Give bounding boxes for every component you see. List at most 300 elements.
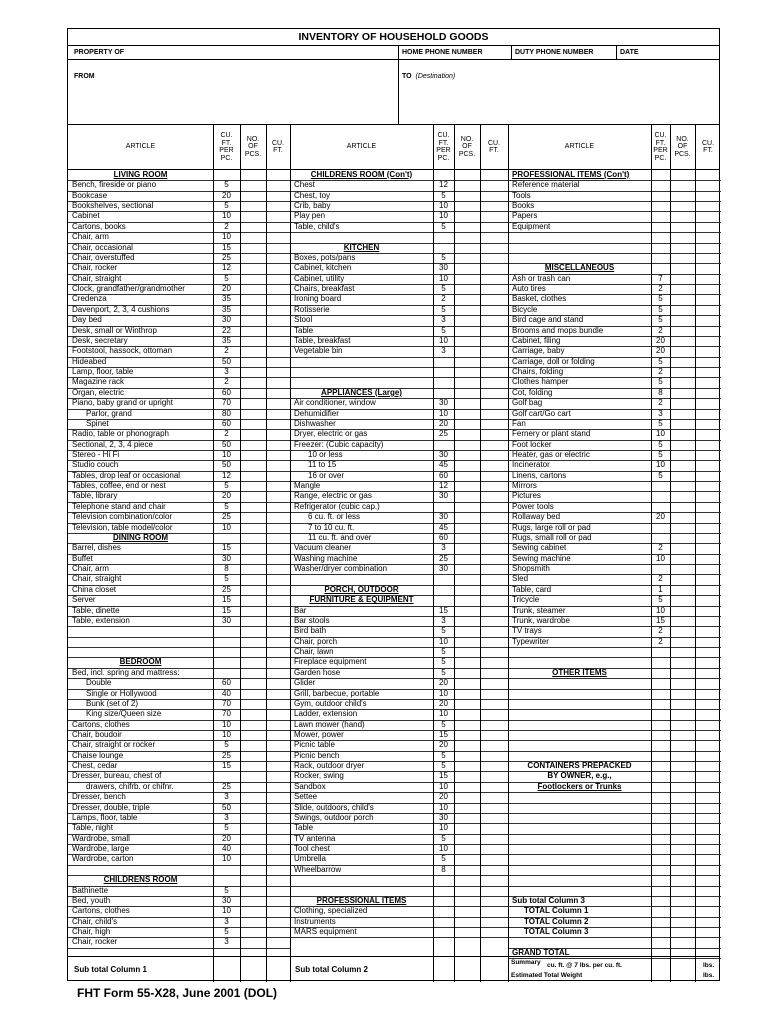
cuft-cell[interactable] <box>480 657 508 667</box>
no-of-pcs-cell[interactable] <box>670 782 695 792</box>
cuft-cell[interactable] <box>266 232 290 242</box>
no-of-pcs-cell[interactable] <box>670 191 695 201</box>
cuft-cell[interactable] <box>480 512 508 522</box>
no-of-pcs-cell[interactable] <box>670 896 695 906</box>
cuft-cell[interactable] <box>266 211 290 221</box>
cuft-cell[interactable] <box>695 730 721 740</box>
cuft-cell[interactable] <box>266 886 290 896</box>
cuft-cell[interactable] <box>480 854 508 864</box>
no-of-pcs-cell[interactable] <box>670 523 695 533</box>
no-of-pcs-cell[interactable] <box>454 429 480 439</box>
no-of-pcs-cell[interactable] <box>240 761 266 771</box>
cuft-cell[interactable] <box>695 761 721 771</box>
no-of-pcs-cell[interactable] <box>454 191 480 201</box>
cuft-cell[interactable] <box>480 574 508 584</box>
no-of-pcs-cell[interactable] <box>670 346 695 356</box>
no-of-pcs-cell[interactable] <box>454 315 480 325</box>
cuft-cell[interactable] <box>480 180 508 190</box>
cuft-cell[interactable] <box>695 813 721 823</box>
cuft-cell[interactable] <box>480 523 508 533</box>
cuft-cell[interactable] <box>266 460 290 470</box>
no-of-pcs-cell[interactable] <box>454 201 480 211</box>
to-field[interactable] <box>402 72 455 81</box>
cuft-cell[interactable] <box>695 678 721 688</box>
cuft-cell[interactable] <box>266 429 290 439</box>
cuft-cell[interactable] <box>266 689 290 699</box>
cuft-cell[interactable] <box>480 761 508 771</box>
cuft-cell[interactable] <box>480 637 508 647</box>
cuft-cell[interactable] <box>480 616 508 626</box>
no-of-pcs-cell[interactable] <box>670 440 695 450</box>
no-of-pcs-cell[interactable] <box>240 512 266 522</box>
cuft-cell[interactable] <box>695 574 721 584</box>
cuft-cell[interactable] <box>266 854 290 864</box>
cuft-cell[interactable] <box>695 543 721 553</box>
no-of-pcs-cell[interactable] <box>240 460 266 470</box>
cuft-cell[interactable] <box>695 886 721 896</box>
cuft-cell[interactable] <box>695 834 721 844</box>
cuft-cell[interactable] <box>266 346 290 356</box>
no-of-pcs-cell[interactable] <box>670 678 695 688</box>
no-of-pcs-cell[interactable] <box>670 564 695 574</box>
no-of-pcs-cell[interactable] <box>240 606 266 616</box>
no-of-pcs-cell[interactable] <box>240 616 266 626</box>
no-of-pcs-cell[interactable] <box>670 927 695 937</box>
no-of-pcs-cell[interactable] <box>240 844 266 854</box>
no-of-pcs-cell[interactable] <box>454 740 480 750</box>
cuft-cell[interactable] <box>266 823 290 833</box>
cuft-cell[interactable] <box>480 170 508 180</box>
no-of-pcs-cell[interactable] <box>454 574 480 584</box>
cuft-cell[interactable] <box>266 294 290 304</box>
cuft-cell[interactable] <box>695 471 721 481</box>
no-of-pcs-cell[interactable] <box>454 211 480 221</box>
no-of-pcs-cell[interactable] <box>670 419 695 429</box>
cuft-cell[interactable] <box>266 409 290 419</box>
cuft-cell[interactable] <box>480 740 508 750</box>
no-of-pcs-cell[interactable] <box>454 834 480 844</box>
no-of-pcs-cell[interactable] <box>240 222 266 232</box>
no-of-pcs-cell[interactable] <box>240 813 266 823</box>
cuft-cell[interactable] <box>480 440 508 450</box>
cuft-cell[interactable] <box>266 377 290 387</box>
cuft-cell[interactable] <box>266 481 290 491</box>
cuft-cell[interactable] <box>695 533 721 543</box>
no-of-pcs-cell[interactable] <box>670 751 695 761</box>
cuft-cell[interactable] <box>695 564 721 574</box>
no-of-pcs-cell[interactable] <box>454 170 480 180</box>
cuft-cell[interactable] <box>695 263 721 273</box>
home-phone-field[interactable]: HOME PHONE NUMBER <box>402 49 483 56</box>
no-of-pcs-cell[interactable] <box>670 409 695 419</box>
cuft-cell[interactable] <box>480 533 508 543</box>
cuft-cell[interactable] <box>480 917 508 927</box>
no-of-pcs-cell[interactable] <box>454 554 480 564</box>
cuft-cell[interactable] <box>695 720 721 730</box>
cuft-cell[interactable] <box>266 740 290 750</box>
no-of-pcs-cell[interactable] <box>670 637 695 647</box>
cuft-cell[interactable] <box>695 699 721 709</box>
no-of-pcs-cell[interactable] <box>240 626 266 636</box>
no-of-pcs-cell[interactable] <box>454 637 480 647</box>
no-of-pcs-cell[interactable] <box>670 305 695 315</box>
cuft-cell[interactable] <box>266 201 290 211</box>
no-of-pcs-cell[interactable] <box>240 294 266 304</box>
cuft-cell[interactable] <box>695 357 721 367</box>
cuft-cell[interactable] <box>266 927 290 937</box>
no-of-pcs-cell[interactable] <box>670 844 695 854</box>
no-of-pcs-cell[interactable] <box>670 377 695 387</box>
cuft-cell[interactable] <box>695 740 721 750</box>
no-of-pcs-cell[interactable] <box>240 564 266 574</box>
no-of-pcs-cell[interactable] <box>240 875 266 885</box>
cuft-cell[interactable] <box>480 409 508 419</box>
no-of-pcs-cell[interactable] <box>240 917 266 927</box>
no-of-pcs-cell[interactable] <box>240 305 266 315</box>
no-of-pcs-cell[interactable] <box>670 232 695 242</box>
cuft-cell[interactable] <box>480 419 508 429</box>
cuft-cell[interactable] <box>695 803 721 813</box>
no-of-pcs-cell[interactable] <box>454 865 480 875</box>
cuft-cell[interactable] <box>480 813 508 823</box>
cuft-cell[interactable] <box>266 180 290 190</box>
cuft-cell[interactable] <box>266 730 290 740</box>
cuft-cell[interactable] <box>266 626 290 636</box>
cuft-cell[interactable] <box>480 896 508 906</box>
no-of-pcs-cell[interactable] <box>240 771 266 781</box>
no-of-pcs-cell[interactable] <box>240 709 266 719</box>
cuft-cell[interactable] <box>480 450 508 460</box>
cuft-cell[interactable] <box>480 595 508 605</box>
cuft-cell[interactable] <box>480 502 508 512</box>
no-of-pcs-cell[interactable] <box>454 232 480 242</box>
cuft-cell[interactable] <box>480 398 508 408</box>
cuft-cell[interactable] <box>480 927 508 937</box>
cuft-cell[interactable] <box>266 834 290 844</box>
cuft-cell[interactable] <box>695 440 721 450</box>
cuft-cell[interactable] <box>695 875 721 885</box>
date-field[interactable]: DATE <box>620 49 639 56</box>
cuft-cell[interactable] <box>266 896 290 906</box>
cuft-cell[interactable] <box>695 927 721 937</box>
no-of-pcs-cell[interactable] <box>454 284 480 294</box>
no-of-pcs-cell[interactable] <box>454 896 480 906</box>
no-of-pcs-cell[interactable] <box>240 253 266 263</box>
no-of-pcs-cell[interactable] <box>240 720 266 730</box>
no-of-pcs-cell[interactable] <box>454 771 480 781</box>
no-of-pcs-cell[interactable] <box>454 274 480 284</box>
cuft-cell[interactable] <box>480 305 508 315</box>
cuft-cell[interactable] <box>695 346 721 356</box>
no-of-pcs-cell[interactable] <box>670 211 695 221</box>
no-of-pcs-cell[interactable] <box>670 616 695 626</box>
cuft-cell[interactable] <box>695 896 721 906</box>
cuft-cell[interactable] <box>266 305 290 315</box>
no-of-pcs-cell[interactable] <box>454 440 480 450</box>
no-of-pcs-cell[interactable] <box>454 491 480 501</box>
no-of-pcs-cell[interactable] <box>670 626 695 636</box>
cuft-cell[interactable] <box>480 326 508 336</box>
cuft-cell[interactable] <box>266 502 290 512</box>
no-of-pcs-cell[interactable] <box>670 606 695 616</box>
no-of-pcs-cell[interactable] <box>240 647 266 657</box>
cuft-cell[interactable] <box>695 284 721 294</box>
no-of-pcs-cell[interactable] <box>240 346 266 356</box>
no-of-pcs-cell[interactable] <box>454 471 480 481</box>
no-of-pcs-cell[interactable] <box>240 751 266 761</box>
no-of-pcs-cell[interactable] <box>240 523 266 533</box>
no-of-pcs-cell[interactable] <box>454 294 480 304</box>
cuft-cell[interactable] <box>480 243 508 253</box>
cuft-cell[interactable] <box>480 315 508 325</box>
no-of-pcs-cell[interactable] <box>240 502 266 512</box>
cuft-cell[interactable] <box>480 771 508 781</box>
cuft-cell[interactable] <box>695 326 721 336</box>
no-of-pcs-cell[interactable] <box>454 782 480 792</box>
cuft-cell[interactable] <box>266 574 290 584</box>
cuft-cell[interactable] <box>480 678 508 688</box>
cuft-cell[interactable] <box>695 481 721 491</box>
cuft-cell[interactable] <box>695 232 721 242</box>
cuft-cell[interactable] <box>695 668 721 678</box>
cuft-cell[interactable] <box>266 657 290 667</box>
no-of-pcs-cell[interactable] <box>670 274 695 284</box>
no-of-pcs-cell[interactable] <box>240 326 266 336</box>
cuft-cell[interactable] <box>266 243 290 253</box>
cuft-cell[interactable] <box>266 543 290 553</box>
cuft-cell[interactable] <box>480 699 508 709</box>
cuft-cell[interactable] <box>480 367 508 377</box>
cuft-cell[interactable] <box>695 657 721 667</box>
no-of-pcs-cell[interactable] <box>454 803 480 813</box>
cuft-cell[interactable] <box>266 398 290 408</box>
no-of-pcs-cell[interactable] <box>240 896 266 906</box>
no-of-pcs-cell[interactable] <box>240 637 266 647</box>
no-of-pcs-cell[interactable] <box>670 574 695 584</box>
cuft-cell[interactable] <box>695 450 721 460</box>
cuft-cell[interactable] <box>480 606 508 616</box>
no-of-pcs-cell[interactable] <box>670 180 695 190</box>
no-of-pcs-cell[interactable] <box>454 564 480 574</box>
no-of-pcs-cell[interactable] <box>670 450 695 460</box>
cuft-cell[interactable] <box>695 294 721 304</box>
cuft-cell[interactable] <box>266 440 290 450</box>
no-of-pcs-cell[interactable] <box>454 823 480 833</box>
no-of-pcs-cell[interactable] <box>670 201 695 211</box>
cuft-cell[interactable] <box>695 937 721 947</box>
no-of-pcs-cell[interactable] <box>454 875 480 885</box>
from-field[interactable]: FROM <box>74 73 95 80</box>
cuft-cell[interactable] <box>480 346 508 356</box>
cuft-cell[interactable] <box>266 709 290 719</box>
property-of-field[interactable]: PROPERTY OF <box>74 49 125 56</box>
cuft-cell[interactable] <box>266 274 290 284</box>
no-of-pcs-cell[interactable] <box>670 253 695 263</box>
no-of-pcs-cell[interactable] <box>240 792 266 802</box>
no-of-pcs-cell[interactable] <box>670 689 695 699</box>
cuft-cell[interactable] <box>695 222 721 232</box>
cuft-cell[interactable] <box>266 512 290 522</box>
no-of-pcs-cell[interactable] <box>240 450 266 460</box>
cuft-cell[interactable] <box>480 232 508 242</box>
no-of-pcs-cell[interactable] <box>240 243 266 253</box>
no-of-pcs-cell[interactable] <box>670 429 695 439</box>
cuft-cell[interactable] <box>480 284 508 294</box>
cuft-cell[interactable] <box>480 191 508 201</box>
cuft-cell[interactable] <box>266 564 290 574</box>
cuft-cell[interactable] <box>480 377 508 387</box>
cuft-cell[interactable] <box>695 367 721 377</box>
cuft-cell[interactable] <box>480 294 508 304</box>
no-of-pcs-cell[interactable] <box>454 585 480 595</box>
cuft-cell[interactable] <box>480 709 508 719</box>
cuft-cell[interactable] <box>480 481 508 491</box>
no-of-pcs-cell[interactable] <box>454 751 480 761</box>
cuft-cell[interactable] <box>480 211 508 221</box>
cuft-cell[interactable] <box>266 699 290 709</box>
no-of-pcs-cell[interactable] <box>240 398 266 408</box>
cuft-cell[interactable] <box>266 284 290 294</box>
cuft-cell[interactable] <box>266 761 290 771</box>
cuft-cell[interactable] <box>266 170 290 180</box>
cuft-cell[interactable] <box>266 647 290 657</box>
no-of-pcs-cell[interactable] <box>240 782 266 792</box>
cuft-cell[interactable] <box>480 336 508 346</box>
no-of-pcs-cell[interactable] <box>670 263 695 273</box>
cuft-cell[interactable] <box>480 689 508 699</box>
cuft-cell[interactable] <box>695 274 721 284</box>
no-of-pcs-cell[interactable] <box>240 689 266 699</box>
no-of-pcs-cell[interactable] <box>454 606 480 616</box>
cuft-cell[interactable] <box>266 917 290 927</box>
no-of-pcs-cell[interactable] <box>670 512 695 522</box>
no-of-pcs-cell[interactable] <box>240 543 266 553</box>
no-of-pcs-cell[interactable] <box>670 315 695 325</box>
cuft-cell[interactable] <box>480 823 508 833</box>
no-of-pcs-cell[interactable] <box>454 523 480 533</box>
cuft-cell[interactable] <box>266 803 290 813</box>
cuft-cell[interactable] <box>266 471 290 481</box>
cuft-cell[interactable] <box>695 377 721 387</box>
cuft-cell[interactable] <box>480 274 508 284</box>
no-of-pcs-cell[interactable] <box>240 699 266 709</box>
no-of-pcs-cell[interactable] <box>670 491 695 501</box>
no-of-pcs-cell[interactable] <box>240 574 266 584</box>
no-of-pcs-cell[interactable] <box>670 533 695 543</box>
no-of-pcs-cell[interactable] <box>670 585 695 595</box>
no-of-pcs-cell[interactable] <box>454 305 480 315</box>
cuft-cell[interactable] <box>480 844 508 854</box>
cuft-cell[interactable] <box>480 460 508 470</box>
no-of-pcs-cell[interactable] <box>670 792 695 802</box>
no-of-pcs-cell[interactable] <box>670 657 695 667</box>
cuft-cell[interactable] <box>695 180 721 190</box>
no-of-pcs-cell[interactable] <box>240 315 266 325</box>
cuft-cell[interactable] <box>695 253 721 263</box>
no-of-pcs-cell[interactable] <box>670 813 695 823</box>
cuft-cell[interactable] <box>695 595 721 605</box>
no-of-pcs-cell[interactable] <box>670 367 695 377</box>
no-of-pcs-cell[interactable] <box>454 854 480 864</box>
no-of-pcs-cell[interactable] <box>240 429 266 439</box>
no-of-pcs-cell[interactable] <box>454 367 480 377</box>
no-of-pcs-cell[interactable] <box>240 533 266 543</box>
no-of-pcs-cell[interactable] <box>454 906 480 916</box>
no-of-pcs-cell[interactable] <box>670 460 695 470</box>
cuft-cell[interactable] <box>266 865 290 875</box>
cuft-cell[interactable] <box>266 585 290 595</box>
no-of-pcs-cell[interactable] <box>240 180 266 190</box>
cuft-cell[interactable] <box>480 263 508 273</box>
cuft-cell[interactable] <box>695 523 721 533</box>
no-of-pcs-cell[interactable] <box>240 730 266 740</box>
no-of-pcs-cell[interactable] <box>670 865 695 875</box>
no-of-pcs-cell[interactable] <box>670 699 695 709</box>
cuft-cell[interactable] <box>266 388 290 398</box>
cuft-cell[interactable] <box>695 637 721 647</box>
no-of-pcs-cell[interactable] <box>454 689 480 699</box>
no-of-pcs-cell[interactable] <box>670 854 695 864</box>
cuft-cell[interactable] <box>266 554 290 564</box>
no-of-pcs-cell[interactable] <box>240 232 266 242</box>
no-of-pcs-cell[interactable] <box>670 740 695 750</box>
no-of-pcs-cell[interactable] <box>670 326 695 336</box>
cuft-cell[interactable] <box>695 502 721 512</box>
no-of-pcs-cell[interactable] <box>670 875 695 885</box>
no-of-pcs-cell[interactable] <box>670 388 695 398</box>
cuft-cell[interactable] <box>266 222 290 232</box>
cuft-cell[interactable] <box>695 771 721 781</box>
no-of-pcs-cell[interactable] <box>454 792 480 802</box>
no-of-pcs-cell[interactable] <box>454 502 480 512</box>
no-of-pcs-cell[interactable] <box>454 388 480 398</box>
no-of-pcs-cell[interactable] <box>454 253 480 263</box>
cuft-cell[interactable] <box>480 554 508 564</box>
no-of-pcs-cell[interactable] <box>670 554 695 564</box>
cuft-cell[interactable] <box>266 419 290 429</box>
no-of-pcs-cell[interactable] <box>670 294 695 304</box>
cuft-cell[interactable] <box>695 689 721 699</box>
cuft-cell[interactable] <box>695 315 721 325</box>
no-of-pcs-cell[interactable] <box>454 657 480 667</box>
no-of-pcs-cell[interactable] <box>240 170 266 180</box>
cuft-cell[interactable] <box>266 720 290 730</box>
no-of-pcs-cell[interactable] <box>454 730 480 740</box>
cuft-cell[interactable] <box>480 357 508 367</box>
no-of-pcs-cell[interactable] <box>454 336 480 346</box>
cuft-cell[interactable] <box>266 253 290 263</box>
no-of-pcs-cell[interactable] <box>670 917 695 927</box>
cuft-cell[interactable] <box>266 668 290 678</box>
no-of-pcs-cell[interactable] <box>240 740 266 750</box>
no-of-pcs-cell[interactable] <box>240 419 266 429</box>
no-of-pcs-cell[interactable] <box>670 284 695 294</box>
no-of-pcs-cell[interactable] <box>240 284 266 294</box>
no-of-pcs-cell[interactable] <box>240 657 266 667</box>
cuft-cell[interactable] <box>480 792 508 802</box>
no-of-pcs-cell[interactable] <box>454 844 480 854</box>
cuft-cell[interactable] <box>695 751 721 761</box>
no-of-pcs-cell[interactable] <box>240 471 266 481</box>
cuft-cell[interactable] <box>266 906 290 916</box>
cuft-cell[interactable] <box>695 211 721 221</box>
cuft-cell[interactable] <box>695 491 721 501</box>
cuft-cell[interactable] <box>695 782 721 792</box>
no-of-pcs-cell[interactable] <box>240 388 266 398</box>
cuft-cell[interactable] <box>480 429 508 439</box>
cuft-cell[interactable] <box>266 937 290 947</box>
cuft-cell[interactable] <box>266 771 290 781</box>
